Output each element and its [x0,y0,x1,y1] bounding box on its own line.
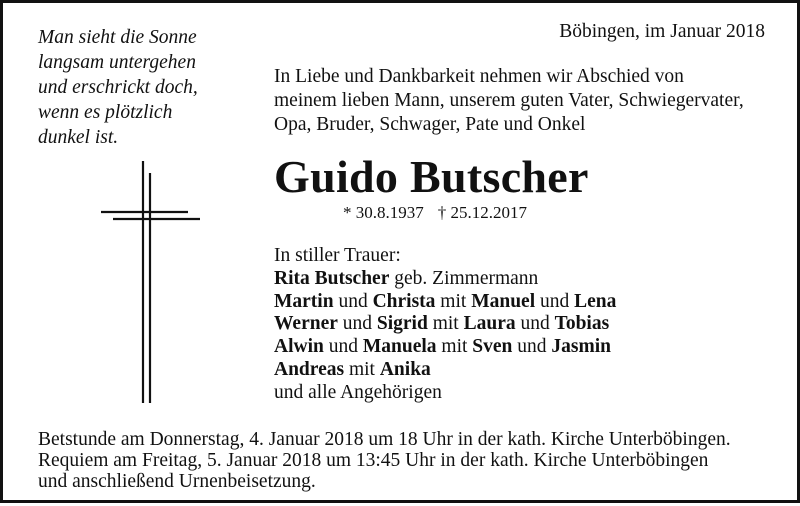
mourner-name: Christa [372,290,436,312]
place-date: Böbingen, im Januar 2018 [559,21,765,42]
mourner-name: Martin [274,290,334,312]
mourners-heading: In stiller Trauer: [274,245,401,266]
service-info [38,429,731,492]
mourner-line [274,336,616,359]
mourner-connector: geb. Zimmermann [389,267,539,289]
death-date: † 25.12.2017 [437,203,527,222]
mourner-name: Jasmin [551,336,612,358]
mourner-connector: und [323,336,363,358]
mourner-name: Laura [463,313,516,335]
mourner-name: Werner [274,313,338,335]
mourner-connector: mit [435,290,472,312]
mourner-name: Alwin [274,336,324,358]
deceased-name: Guido Butscher [274,151,589,202]
mourner-name: Rita Butscher [274,267,390,289]
service-line: und anschließend Urnenbeisetzung. [38,471,316,492]
mourner-name: Tobias [554,313,610,335]
mourner-connector: und [333,290,373,312]
intro-text [274,65,744,137]
mourner-name: Sigrid [376,313,428,335]
birth-date: * 30.8.1937 [343,203,424,222]
intro-line: Opa, Bruder, Schwager, Pate und Onkel [274,114,586,135]
mourner-connector: mit [344,358,380,380]
mourner-name: Anika [379,358,431,380]
mourner-line [274,291,616,314]
intro-line: In Liebe und Dankbarkeit nehmen wir Abschied von [274,66,684,87]
poem-line: wenn es plötzlich [38,102,173,123]
mourner-line [274,313,616,336]
intro-line: meinem lieben Mann, unserem guten Vater, Schwiegervater, [274,90,744,111]
service-line: Requiem am Freitag, 5. Januar 2018 um 13:45 Uhr in der kath. Kirche Unterböbingen [38,450,709,471]
mourner-lines [274,268,616,382]
mourner-connector: und [535,290,575,312]
mourner-name: Manuel [471,290,536,312]
mourner-line [274,268,616,291]
mourner-connector: und [337,313,377,335]
poem-line: und erschrickt doch, [38,77,198,98]
mourner-connector: mit [427,313,464,335]
poem-line: Man sieht die Sonne [38,27,197,48]
poem-line: dunkel ist. [38,127,119,148]
mourner-connector: und [515,313,555,335]
service-line: Betstunde am Donnerstag, 4. Januar 2018 um 18 Uhr in der kath. Kirche Unterböbingen. [38,429,731,450]
mourner-name: Andreas [274,358,345,380]
mourner-connector: mit [436,336,473,358]
mourners-list [274,245,616,405]
poem-line: langsam untergehen [38,52,196,73]
mourner-name: Manuela [362,336,437,358]
life-dates [343,203,527,223]
mourners-closing: und alle Angehörigen [274,381,442,403]
mourner-name: Sven [472,336,513,358]
mourner-name: Lena [574,290,617,312]
mourner-connector: und [512,336,552,358]
mourner-line [274,359,616,382]
